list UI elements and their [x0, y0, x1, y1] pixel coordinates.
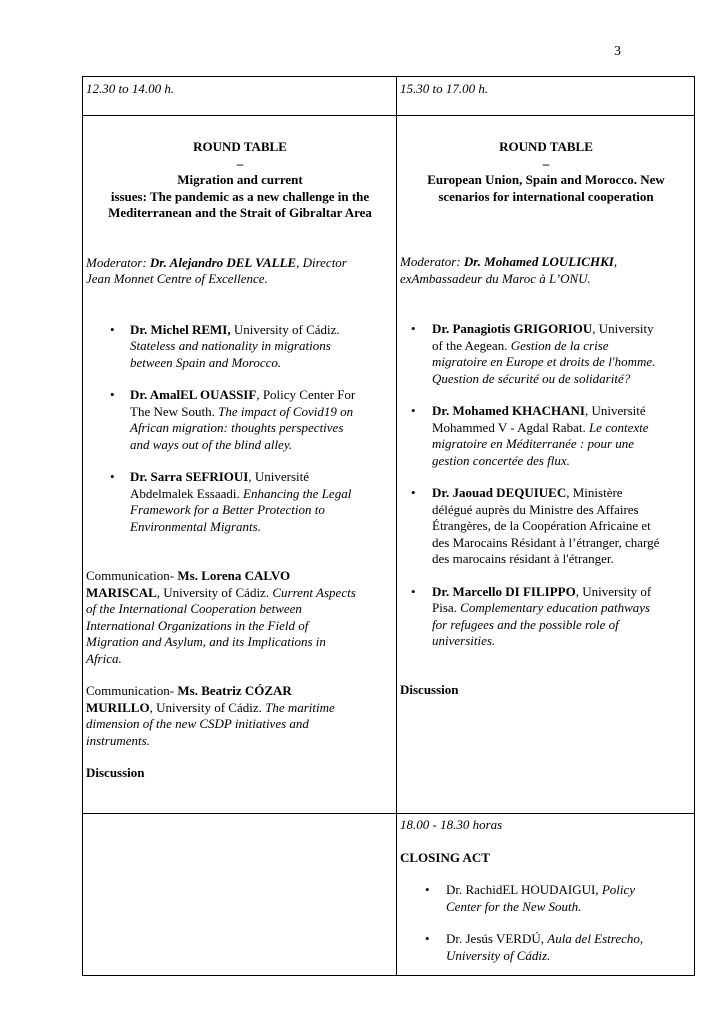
right-speaker-list: [400, 321, 692, 650]
left-communication: Communication- Ms. Lorena CALVO MARISCAL, University of Cádiz. Current Aspects of the International Cooperation between International Organizations in the Field of Migration and Asylum, and its Implications in Africa.: [86, 568, 356, 666]
closing-speaker-item: • Dr. Jesús VERDÚ, Aula del Estrecho, University of Cádiz.: [400, 931, 692, 964]
round-table-row: [83, 116, 695, 814]
left-round-table-cell: [83, 116, 397, 814]
closing-speaker-list: [400, 882, 692, 964]
closing-row: [83, 814, 695, 976]
closing-time: 18.00 - 18.30 horas: [400, 817, 503, 832]
closing-title: CLOSING ACT: [400, 849, 490, 865]
right-session-time: 15.30 to 17.00 h.: [400, 81, 489, 96]
left-session-time: 12.30 to 14.00 h.: [86, 81, 175, 96]
right-round-table-heading: ROUND TABLE – European Union, Spain and Morocco. New scenarios for international cooperation: [427, 139, 665, 204]
left-speaker-item: • Dr. AmalEL OUASSIF, Policy Center For The New South. The impact of Covid19 on African migration: thoughts perspectives and ways out of the blind alley.: [86, 387, 394, 453]
closing-cell: [397, 814, 695, 976]
right-time-cell: [397, 77, 695, 116]
program-table: [82, 76, 695, 976]
empty-cell: [83, 814, 397, 976]
right-discussion: Discussion: [400, 681, 459, 697]
right-speaker-item: • Dr. Panagiotis GRIGORIOU, University of the Aegean. Gestion de la crise migratoire en Europe et droits de l'homme. Question de sécurité ou de solidarité?: [400, 321, 692, 387]
left-communication: Communication- Ms. Beatriz CÓZAR MURILLO, University of Cádiz. The maritime dimension of the new CSDP initiatives and instruments.: [86, 683, 335, 748]
left-discussion: Discussion: [86, 765, 145, 780]
right-moderator: Moderator: Dr. Mohamed LOULICHKI, exAmbassadeur du Maroc à L’ONU.: [400, 254, 618, 286]
time-row: [83, 77, 695, 116]
closing-speaker-item: • Dr. RachidEL HOUDAIGUI, Policy Center for the New South.: [400, 882, 692, 915]
left-speaker-item: • Dr. Michel REMI, University of Cádiz. Stateless and nationality in migrations between Spain and Morocco.: [86, 322, 394, 372]
left-speaker-list: [86, 322, 394, 536]
right-round-table-cell: [397, 116, 695, 814]
left-moderator: Moderator: Dr. Alejandro DEL VALLE, Director Jean Monnet Centre of Excellence.: [86, 254, 347, 286]
right-speaker-item: • Dr. Marcello DI FILIPPO, University of Pisa. Complementary education pathways for refugees and the possible role of universities.: [400, 584, 692, 650]
right-speaker-item: • Dr. Mohamed KHACHANI, Université Mohammed V - Agdal Rabat. Le contexte migratoire en Méditerranée : pour une gestion concertée des flux.: [400, 403, 692, 469]
right-speaker-item: • Dr. Jaouad DEQUIUEC, Ministère délégué auprès du Ministre des Affaires Étrangères, de la Coopération Africaine et des Marocains Résidant à l’étranger, chargé des marocains résidant à l'étranger.: [400, 485, 692, 568]
left-speaker-item: • Dr. Sarra SEFRIOUI, Université Abdelmalek Essaadi. Enhancing the Legal Framework for a Better Protection to Environmental Migrants.: [86, 469, 394, 535]
page-number: 3: [614, 44, 621, 59]
left-time-cell: [83, 77, 397, 116]
left-round-table-heading: ROUND TABLE – Migration and current issues: The pandemic as a new challenge in the Mediterranean and the Strait of Gibraltar Area: [108, 139, 372, 220]
